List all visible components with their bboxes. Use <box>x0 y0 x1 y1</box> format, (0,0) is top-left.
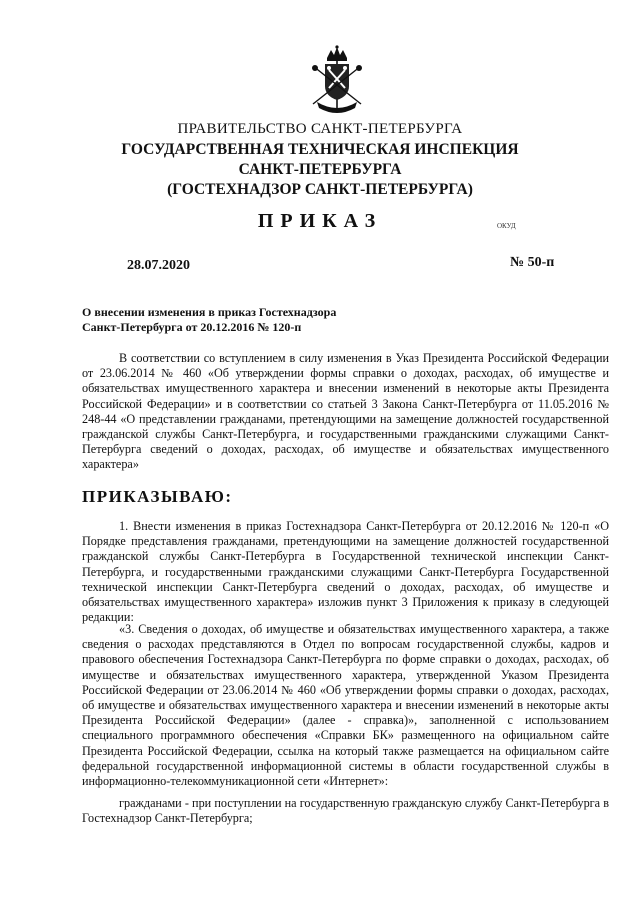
subject-line2: Санкт-Петербурга от 20.12.2016 № 120-п <box>82 320 302 334</box>
order-heading: ПРИКАЗЫВАЮ: <box>82 487 233 506</box>
document-date: 28.07.2020 <box>127 258 190 273</box>
document-subject <box>82 305 382 335</box>
item3-paragraph: «3. Сведения о доходах, об имуществе и обязательствах имущественного характера, а также сведения о расходах представляются в Отдел по вопросам государственной службы, кадров и правового обеспечения Гостехнадзора Санкт-Петербурга по форме справки о доходах, расходах, об имуществе и обязательствах имущественного характера, утвержденной Указом Президента Российской Федерации от 23.06.2014 № 460 «Об утверждении формы справки о доходах, расходах, об имуществе и обязательствах имущественного характера и внесении изменений в некоторые акты Президента Российской Федерации» (далее - справка)», заполненной с использованием специального программного обеспечения «Справки БК» размещенного на официальном сайте Президента Российской Федерации, ссылка на который также размещается на официальном сайте федеральной государственной информационной системы в области государственной службы в информационно-телекоммуникационной сети «Интернет»: <box>82 622 609 789</box>
okud-label: ОКУД <box>497 222 516 230</box>
agency-name <box>0 140 640 200</box>
agency-name-line2: САНКТ-ПЕТЕРБУРГА <box>238 161 402 178</box>
document-type-title: ПРИКАЗ <box>257 210 383 232</box>
preamble-paragraph: В соответствии со вступлением в силу изменения в Указ Президента Российской Федерации от 23.06.2014 № 460 «Об утверждении формы справки о доходах, расходах, об имуществе и обязательствах имущественного характера и внесении изменений в некоторые акты Президента Российской Федерации» и в соответствии со статьей 3 Закона Санкт-Петербурга от 11.05.2016 № 248-44 «О представлении гражданами, претендующими на замещение должностей государственной гражданской службы Санкт-Петербурга, и государственными гражданскими служащими Санкт-Петербурга сведений о доходах, расходах, об имуществе и обязательствах имущественного характера» <box>82 351 609 472</box>
government-name: ПРАВИТЕЛЬСТВО САНКТ-ПЕТЕРБУРГА <box>177 121 463 137</box>
agency-name-line1: ГОСУДАРСТВЕННАЯ ТЕХНИЧЕСКАЯ ИНСПЕКЦИЯ <box>121 141 519 158</box>
subject-line1: О внесении изменения в приказ Гостехнадзора <box>82 305 337 319</box>
document-number: № 50-п <box>510 255 555 270</box>
coat-of-arms-emblem <box>303 44 371 116</box>
item1-paragraph: 1. Внести изменения в приказ Гостехнадзора Санкт-Петербурга от 20.12.2016 № 120-п «О Порядке представления гражданами, претендующими на замещение должностей государственной гражданской службы Санкт-Петербурга в Государственной технической инспекции Санкт-Петербурга, и государственными гражданскими служащими Санкт-Петербурга Государственной технической инспекции Санкт-Петербурга сведений о доходах, расходах, об имуществе и обязательствах имущественного характера» изложив пункт 3 Приложения к приказу в следующей редакции: <box>82 519 609 625</box>
item3-subparagraph: гражданами - при поступлении на государственную гражданскую службу Санкт-Петербурга в Гостехнадзор Санкт-Петербурга; <box>82 796 609 826</box>
agency-name-line3: (ГОСТЕХНАДЗОР САНКТ-ПЕТЕРБУРГА) <box>167 181 473 198</box>
